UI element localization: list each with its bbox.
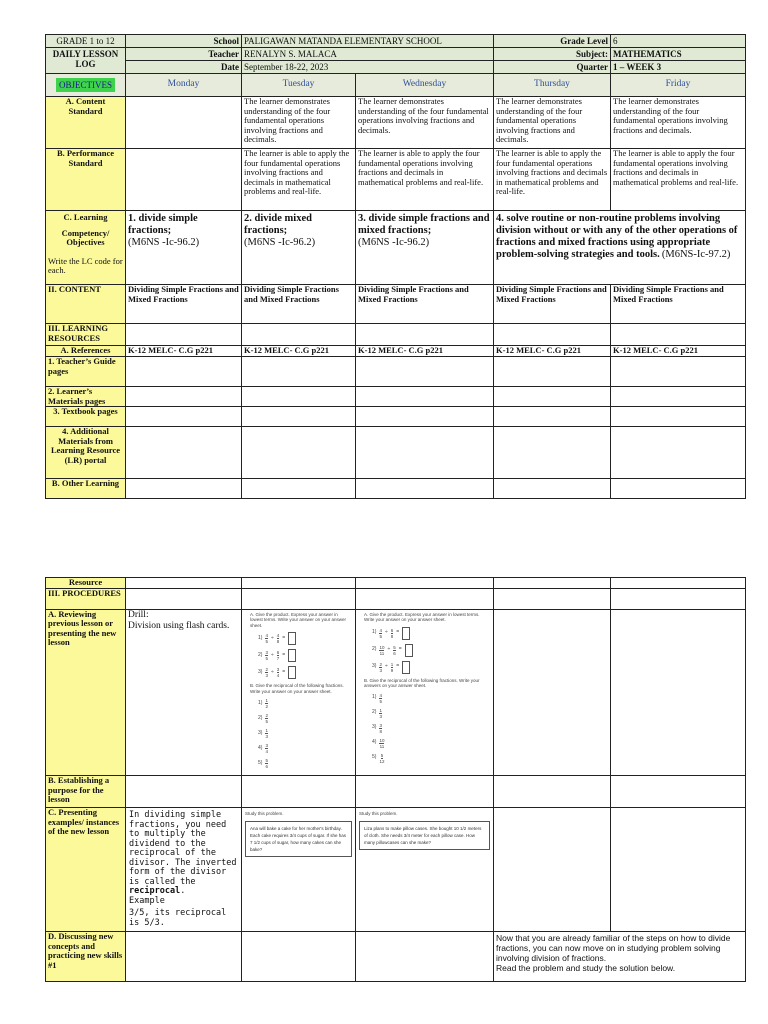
- resources-tue: [242, 324, 356, 346]
- ol-wed: [356, 479, 494, 499]
- presenting-text-1: In dividing simple fractions, you need to multiply the dividend to the reciprocal of the divisor.: [129, 810, 227, 868]
- references-label: A. References: [46, 346, 126, 357]
- lm-fri: [611, 387, 746, 407]
- tg-mon: [126, 357, 242, 387]
- content-label: II. CONTENT: [46, 285, 126, 324]
- rv-fri: [611, 609, 746, 776]
- date-label: Date: [126, 61, 242, 74]
- discussing-thu-text-2: Read the problem and study the solution below.: [496, 963, 676, 973]
- learning-wed: [356, 211, 494, 285]
- school-label: School: [126, 35, 242, 48]
- lesson-log-table-page-1: [45, 34, 746, 499]
- drill-title: Drill:: [128, 609, 149, 620]
- story-tue-title: Study this problem.: [245, 811, 284, 816]
- discussing-label: D. Discussing new concepts and practicing new skills #1: [46, 932, 126, 982]
- ol-thu: [494, 479, 611, 499]
- rc-fri: [611, 578, 746, 589]
- other-learning-label: B. Other Learning: [46, 479, 126, 499]
- ol-fri: [611, 479, 746, 499]
- reference-wed: K-12 MELC- C.G p221: [356, 346, 494, 357]
- resources-wed: [356, 324, 494, 346]
- performance-standard-thu: The learner is able to apply the four fundamental operations involving fractions and decimals in mathematical problems and real-life.: [494, 149, 611, 211]
- day-thursday: Thursday: [494, 74, 611, 97]
- learners-materials-label: 2. Learner’s Materials pages: [46, 387, 126, 407]
- learning-tue: [242, 211, 356, 285]
- lm-thu: [494, 387, 611, 407]
- date-value: September 18-22, 2023: [242, 61, 494, 74]
- objectives-header: [46, 74, 126, 97]
- ws-tue-b1: 1) $\frac{1}{2}$: [258, 698, 268, 709]
- learning-thu-code: (M6NS-Ic-97.2): [661, 249, 731, 260]
- content-mon: Dividing Simple Fractions and Mixed Fractions: [126, 285, 242, 324]
- story-tue-box: Ana will bake a cake for her mother's birthday. Each cake requires 3/4 cups of sugar. If she has 7 1/2 cups of sugar, how many cakes can she bake?: [245, 821, 352, 857]
- am-mon: [126, 427, 242, 479]
- tg-wed: [356, 357, 494, 387]
- am-tue: [242, 427, 356, 479]
- resources-mon: [126, 324, 242, 346]
- tb-tue: [242, 407, 356, 427]
- ds-mon: [126, 932, 242, 982]
- learning-label-4: Write the LC code for each.: [48, 255, 123, 275]
- tb-thu: [494, 407, 611, 427]
- pr-thu: [494, 588, 611, 609]
- presenting-text-2: The inverted form of the divisor is called the: [129, 857, 237, 887]
- resources-thu: [494, 324, 611, 346]
- presenting-bold: reciprocal: [129, 886, 181, 896]
- content-standard-wed: The learner demonstrates understanding of the four fundamental operations involving fractions and decimals.: [356, 97, 494, 149]
- learning-label-2: Competency/: [61, 227, 110, 238]
- learning-mon-title: 1. divide simple fractions;: [128, 213, 198, 236]
- story-wed-cell: [356, 808, 494, 932]
- day-tuesday: Tuesday: [242, 74, 356, 97]
- content-standard-tue: The learner demonstrates understanding of the four fundamental operations involving fractions and decimals.: [242, 97, 356, 149]
- ws-tue-instruction-b: B. Give the reciprocal of the following fractions. Write your answer on your answer sheet.: [250, 683, 344, 694]
- ws-wed-instruction-b: B. Give the reciprocal of the following fractions. Write your answers on your answer sheet.: [364, 677, 480, 688]
- reference-fri: K-12 MELC- C.G p221: [611, 346, 746, 357]
- am-wed: [356, 427, 494, 479]
- reviewing-label: A. Reviewing previous lesson or presenting the new lesson: [46, 609, 126, 776]
- learning-label-3: Objectives: [66, 237, 105, 247]
- ws-wed-b2: 2) $\frac{1}{3}$: [372, 707, 382, 719]
- ws-tue-b2: 2) $\frac{2}{5}$: [258, 713, 268, 724]
- establishing-label: B. Establishing a purpose for the lesson: [46, 776, 126, 808]
- presenting-text-3: Example: [129, 895, 165, 906]
- ws-wed-b4: 4) $\frac{10}{11}$: [372, 737, 385, 749]
- story-wed-box: Liza plans to make pillow cases. She bought 10 1/2 meters of cloth. She needs 3/4 meter for each pillow case. How many pillowcases can she make?: [359, 821, 490, 850]
- learning-resources-label: III. LEARNING RESOURCES: [46, 324, 126, 346]
- quarter-value: 1 – WEEK 3: [611, 61, 746, 74]
- resource-cont-label: Resource: [46, 578, 126, 589]
- ol-tue: [242, 479, 356, 499]
- es-tue: [242, 776, 356, 808]
- lesson-log-table-page-2: [45, 577, 746, 982]
- textbook-label: 3. Textbook pages: [46, 407, 126, 427]
- teacher-label: Teacher: [126, 48, 242, 61]
- learning-wed-title: 3. divide simple fractions and mixed fractions;: [358, 213, 490, 236]
- ol-mon: [126, 479, 242, 499]
- procedures-label: III. PROCEDURES: [46, 588, 126, 609]
- learning-wed-code: (M6NS -Ic-96.2): [358, 237, 430, 248]
- performance-standard-wed: The learner is able to apply the four fundamental operations involving fractions and decimals in mathematical problems and real-life.: [356, 149, 494, 211]
- lm-mon: [126, 387, 242, 407]
- learning-thu-title: 4. solve routine or non-routine problems involving division without or with any of the other operations of fractions and mixed fractions using appropriate problem-solving strategies and tools.: [496, 213, 738, 260]
- pe-fri: [611, 808, 746, 932]
- ws-tue-b5: 5) $\frac{5}{6}$: [258, 758, 268, 769]
- resources-fri: [611, 324, 746, 346]
- ws-tue-a1: 1) $\frac{4}{5}$ ÷ $\frac{4}{8}$ =: [258, 632, 347, 645]
- content-standard-fri: The learner demonstrates understanding of the four fundamental operations involving fractions and decimals.: [611, 97, 746, 149]
- es-thu: [494, 776, 611, 808]
- content-fri: Dividing Simple Fractions and Mixed Fractions: [611, 285, 746, 324]
- rc-thu: [494, 578, 611, 589]
- worksheet-wed: [356, 609, 494, 776]
- tg-thu: [494, 357, 611, 387]
- rc-wed: [356, 578, 494, 589]
- reference-tue: K-12 MELC- C.G p221: [242, 346, 356, 357]
- ws-wed-b5: 5) $\frac{5}{12}$: [372, 752, 385, 764]
- day-wednesday: Wednesday: [356, 74, 494, 97]
- reference-thu: K-12 MELC- C.G p221: [494, 346, 611, 357]
- story-tue-cell: [242, 808, 356, 932]
- content-standard-thu: The learner demonstrates understanding of the four fundamental operations involving fractions and decimals.: [494, 97, 611, 149]
- learning-tue-code: (M6NS -Ic-96.2): [244, 237, 316, 248]
- learning-mon: [126, 211, 242, 285]
- content-wed: Dividing Simple Fractions and Mixed Fractions: [356, 285, 494, 324]
- performance-standard-label: B. Performance Standard: [46, 149, 126, 211]
- pe-thu: [494, 808, 611, 932]
- log-title: DAILY LESSON LOG: [46, 48, 126, 74]
- tb-wed: [356, 407, 494, 427]
- rc-tue: [242, 578, 356, 589]
- content-standard-label: A. Content Standard: [46, 97, 126, 149]
- grade-level-label: Grade Level: [494, 35, 611, 48]
- content-thu: Dividing Simple Fractions and Mixed Fractions: [494, 285, 611, 324]
- am-thu: [494, 427, 611, 479]
- learning-thu-fri: [494, 211, 746, 285]
- ws-tue-b4: 4) $\frac{3}{4}$: [258, 743, 268, 754]
- learning-mon-code: (M6NS -Ic-96.2): [128, 237, 200, 248]
- presenting-mon: In dividing simple fractions, you need to multiply the dividend to the reciprocal of the divisor. The inverted form of the divisor is called the reciprocal. Example 3/5, its reciprocal is 5/3.: [126, 808, 242, 932]
- day-monday: Monday: [126, 74, 242, 97]
- es-wed: [356, 776, 494, 808]
- presenting-label: C. Presenting examples/ instances of the new lesson: [46, 808, 126, 932]
- presenting-text-4: 3/5, its reciprocal is 5/3.: [129, 908, 227, 928]
- lm-tue: [242, 387, 356, 407]
- content-standard-mon: [126, 97, 242, 149]
- lm-wed: [356, 387, 494, 407]
- pr-fri: [611, 588, 746, 609]
- drill-text: Division using flash cards.: [128, 620, 230, 631]
- am-fri: [611, 427, 746, 479]
- tg-fri: [611, 357, 746, 387]
- learning-competency-label: [46, 211, 126, 285]
- quarter-label: Quarter: [494, 61, 611, 74]
- ws-tue-a2: 2) $\frac{3}{5}$ ÷ $\frac{6}{7}$ =: [258, 649, 347, 662]
- performance-standard-mon: [126, 149, 242, 211]
- pr-tue: [242, 588, 356, 609]
- ws-tue-instruction-a: A. Give the product. Express your answer in lowest terms. Write your answer on your answer sheet.: [250, 611, 346, 628]
- subject-value: MATHEMATICS: [611, 48, 746, 61]
- ws-wed-b1: 1) $\frac{4}{5}$: [372, 692, 382, 704]
- grade-range: GRADE 1 to 12: [46, 35, 126, 48]
- performance-standard-tue: The learner is able to apply the four fundamental operations involving fractions and decimals in mathematical problems and real-life.: [242, 149, 356, 211]
- es-fri: [611, 776, 746, 808]
- subject-label: Subject:: [494, 48, 611, 61]
- teacher-value: RENALYN S. MALACA: [242, 48, 494, 61]
- performance-standard-fri: The learner is able to apply the four fundamental operations involving fractions and decimals in mathematical problems and real-life.: [611, 149, 746, 211]
- learning-label-1: C. Learning: [63, 212, 108, 222]
- ds-wed: [356, 932, 494, 982]
- tg-tue: [242, 357, 356, 387]
- ws-wed-instruction-a: A. Give the product. Express your answer in lowest terms. Write your answer on your answer sheet.: [364, 611, 480, 622]
- learning-tue-title: 2. divide mixed fractions;: [244, 213, 312, 236]
- tb-mon: [126, 407, 242, 427]
- worksheet-tue: [242, 609, 356, 776]
- ws-wed-a1: 1) $\frac{4}{5}$ ÷ $\frac{6}{8}$ =: [372, 627, 485, 640]
- ds-tue: [242, 932, 356, 982]
- pr-wed: [356, 588, 494, 609]
- rv-thu: [494, 609, 611, 776]
- discussing-thu: [494, 932, 746, 982]
- grade-level-value: 6: [611, 35, 746, 48]
- reference-mon: K-12 MELC- C.G p221: [126, 346, 242, 357]
- drill-cell: [126, 609, 242, 776]
- school-value: PALIGAWAN MATANDA ELEMENTARY SCHOOL: [242, 35, 494, 48]
- ws-tue-b3: 3) $\frac{1}{3}$: [258, 728, 268, 739]
- discussing-thu-text: Now that you are already familiar of the steps on how to divide fractions, you can now move on in studying problem solving involving division of fractions.: [496, 933, 731, 963]
- teachers-guide-label: 1. Teacher’s Guide pages: [46, 357, 126, 387]
- ws-wed-a2: 2) $\frac{10}{11}$ ÷ $\frac{5}{6}$ =: [372, 644, 485, 657]
- content-tue: Dividing Simple Fractions and Mixed Fractions: [242, 285, 356, 324]
- rc-mon: [126, 578, 242, 589]
- objectives-badge: OBJECTIVES: [56, 78, 115, 92]
- day-friday: Friday: [611, 74, 746, 97]
- ws-tue-a3: 3) $\frac{2}{3}$ ÷ $\frac{3}{4}$ =: [258, 666, 347, 679]
- ws-wed-b3: 3) $\frac{3}{8}$: [372, 722, 382, 734]
- es-mon: [126, 776, 242, 808]
- pr-mon: [126, 588, 242, 609]
- story-wed-title: Study this problem.: [359, 811, 398, 816]
- ws-wed-a3: 3) $\frac{2}{3}$ ÷ $\frac{1}{9}$ =: [372, 661, 485, 674]
- tb-fri: [611, 407, 746, 427]
- additional-materials-label: 4. Additional Materials from Learning Resource (LR) portal: [46, 427, 126, 479]
